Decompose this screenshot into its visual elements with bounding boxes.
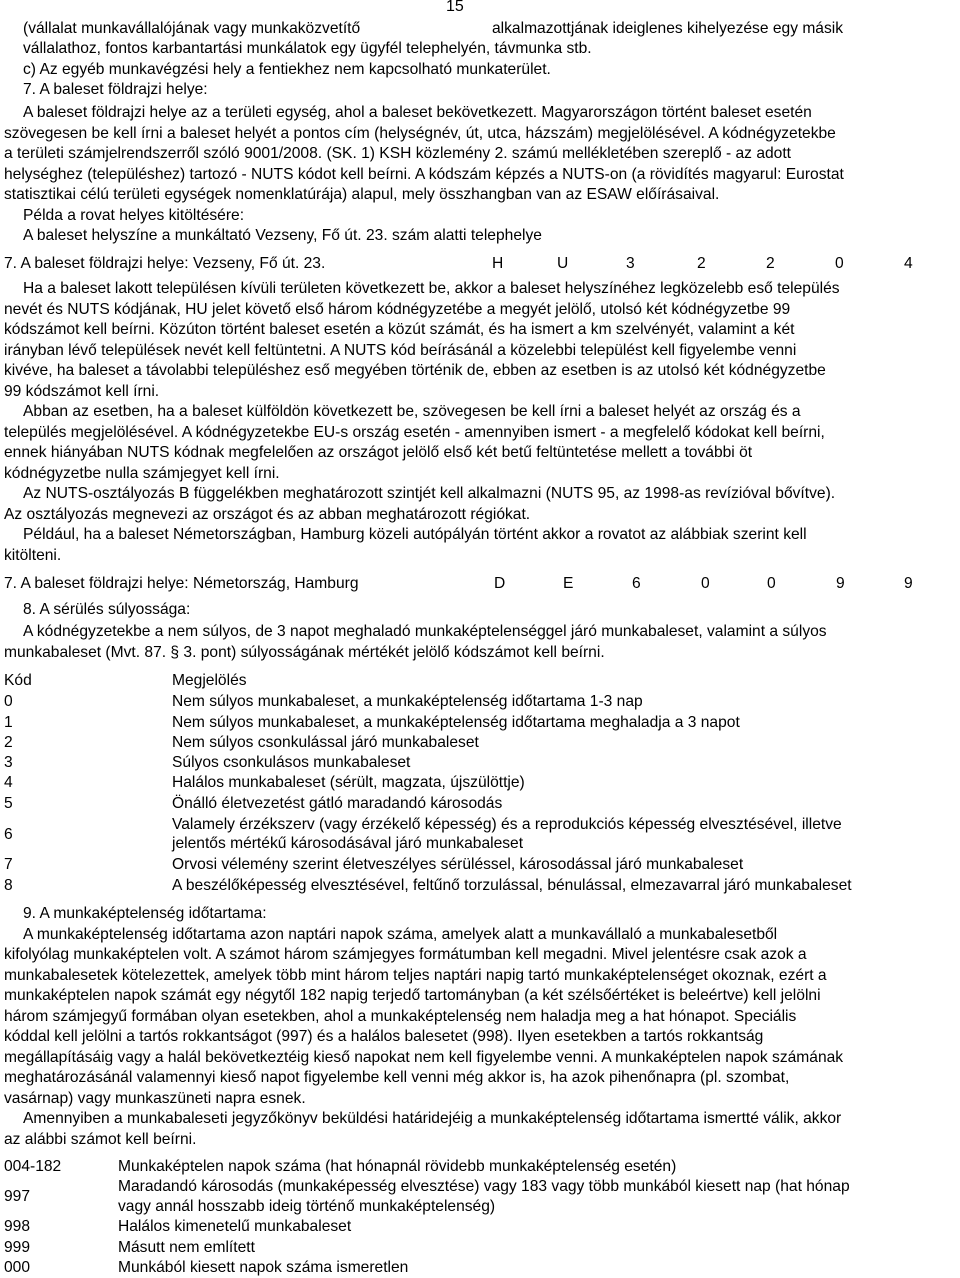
code-box: U [557, 255, 569, 272]
table-cell-code: 6 [4, 826, 13, 843]
text-line: (vállalat munkavállalójának vagy munkaközvetítő [23, 20, 361, 37]
table-cell-code: 997 [4, 1188, 31, 1205]
table-cell-description: Nem súlyos munkabaleset, a munkaképtelenség időtartama 1-3 nap [172, 693, 643, 710]
text-line: munkabaleset (Mvt. 87. § 3. pont) súlyosságának mértékét jelölő kódszámot kell beírni. [4, 644, 605, 661]
text-line: Ha a baleset lakott településen kívüli területen következett be, akkor a baleset helyszínéhez legközelebb eső település [23, 280, 840, 297]
section-7-heading: 7. A baleset földrajzi helye: [23, 81, 208, 98]
text-line: A munkaképtelenség időtartama azon naptári napok száma, amelyek alatt a munkavállaló a munkabalesetből [23, 926, 778, 943]
text-line: kódszámot kell beírni. Közúton történt baleset esetén a közút számát, és ha ismert a km szelvényét, valamint a két [4, 321, 795, 338]
text-line: Az osztályozás megnevezi az országot és az abban meghatározott régiókat. [4, 506, 531, 523]
table-cell-description: Munkaképtelen napok száma (hat hónapnál rövidebb munkaképtelenség esetén) [118, 1158, 677, 1175]
example-label: 7. A baleset földrajzi helye: Németország, Hamburg [4, 575, 359, 592]
table-cell-description: Súlyos csonkulásos munkabaleset [172, 754, 411, 771]
text-line: munkaképtelen napok számát egy négytől 182 napig terjedő tartományban (a két szélsőértéket is beleértve) kell jelölni [4, 987, 821, 1004]
code-box: 0 [767, 575, 776, 592]
code-box: 2 [697, 255, 706, 272]
table-cell-description-continued: jelentős mértékű károsodásával járó munkabaleset [172, 835, 524, 852]
column-header-code: Kód [4, 672, 32, 689]
text-line: A baleset helyszíne a munkáltató Vezseny, Fő út. 23. szám alatti telephelye [23, 227, 542, 244]
code-box: 9 [904, 575, 913, 592]
text-line: a területi számjelrendszerről szóló 9001/2008. (SK. 1) KSH közlemény 2. számú mellékletében szereplő - az adott [4, 145, 791, 162]
text-line: település megjelölésével. A kódnégyzetekbe EU-s ország esetén - amennyiben ismert - a megfelelő kódokat kell beírni, [4, 424, 825, 441]
table-cell-description: Halálos munkabaleset (sérült, magzata, újszülöttje) [172, 774, 525, 791]
table-cell-description: Valamely érzékszerv (vagy érzékelő képesség) és a reprodukciós képesség elvesztésével, illetve [172, 816, 842, 833]
text-line: 99 kódszámot kell írni. [4, 383, 160, 400]
code-box: 3 [626, 255, 635, 272]
text-line: kódnégyzetbe nulla számjegyet kell írni. [4, 465, 280, 482]
section-8-heading: 8. A sérülés súlyossága: [23, 601, 191, 618]
text-line: kifolyólag munkaképtelen volt. A számot három számjegyes formátumban kell megadni. Mivel jelentésre csak azok a [4, 946, 807, 963]
table-cell-description: Orvosi vélemény szerint életveszélyes sérüléssel, károsodással járó munkabaleset [172, 856, 744, 873]
table-cell-description: Maradandó károsodás (munkaképesség elvesztése) vagy 183 vagy több munkából kiesett nap (hat hónap [118, 1178, 850, 1195]
table-cell-description: Önálló életvezetést gátló maradandó károsodás [172, 795, 503, 812]
table-cell-code: 8 [4, 877, 13, 894]
text-line: Az NUTS-osztályozás B függelékben meghatározott szintjét kell alkalmazni (NUTS 95, az 1998-as revízióval bővítve). [23, 485, 836, 502]
text-line: statisztikai célú területi egységek nomenklatúrája) alapul, mely összhangban van az ESAW előírásaival. [4, 186, 720, 203]
section-9-heading: 9. A munkaképtelenség időtartama: [23, 905, 267, 922]
column-header-description: Megjelölés [172, 672, 247, 689]
table-cell-description: Halálos kimenetelű munkabaleset [118, 1218, 352, 1235]
example-label: 7. A baleset földrajzi helye: Vezseny, Fő út. 23. [4, 255, 326, 272]
code-box: 0 [701, 575, 710, 592]
table-cell-code: 004-182 [4, 1158, 62, 1175]
code-box: E [563, 575, 574, 592]
table-cell-code: 4 [4, 774, 13, 791]
table-cell-code: 5 [4, 795, 13, 812]
table-cell-code: 1 [4, 714, 13, 731]
table-cell-code: 998 [4, 1218, 31, 1235]
text-line: Példa a rovat helyes kitöltésére: [23, 207, 245, 224]
code-box: 6 [632, 575, 641, 592]
code-box: 2 [766, 255, 775, 272]
text-line: munkabalesetek kötelezettek, amelyek több mint három teljes naptári napig tartó munkaképtelenséget okoznak, ezért a [4, 967, 827, 984]
text-line: vasárnap) vagy munkaszüneti napra esnek. [4, 1090, 306, 1107]
code-box: 9 [836, 575, 845, 592]
table-cell-code: 7 [4, 856, 13, 873]
text-line: szövegesen be kell írni a baleset helyét a pontos cím (helységnév, út, utca, házszám) megjelölésével. A kódnégyzetekbe [4, 125, 836, 142]
text-line: A kódnégyzetekbe a nem súlyos, de 3 napot meghaladó munkaképtelenséggel járó munkabaleset, valamint a súlyos [23, 623, 827, 640]
code-box: H [492, 255, 504, 272]
text-line: helységhez (településhez) tartozó - NUTS kódot kell beírni. A kódszám képzés a NUTS-on (a rövidítés magyarul: Eurostat [4, 166, 844, 183]
table-cell-code: 2 [4, 734, 13, 751]
text-line: kivéve, ha baleset a távolabbi településhez eső megyében történik de, ebben az esetben is az utolsó két kódnégyzetbe [4, 362, 826, 379]
text-line: kitölteni. [4, 547, 62, 564]
text-line: vállalathoz, fontos karbantartási munkálatok egy ügyfél telephelyén, távmunka stb. [23, 40, 592, 57]
text-line: ennek hiányában NUTS kódnak megfelelően az országot jelölő első két betű feltüntetése mellett a további öt [4, 444, 753, 461]
text-line: három számjegyű formában olyan esetekben, ahol a munkaképtelenség nem haladja meg a hat hónapot. Speciális [4, 1008, 797, 1025]
text-line: megállapításáig vagy a halál bekövetkeztéig kieső napokat nem kell figyelembe venni. A munkaképtelen napok számának [4, 1049, 844, 1066]
text-line: Abban az esetben, ha a baleset külföldön következett be, szövegesen be kell írni a baleset helyét az ország és a [23, 403, 801, 420]
text-line: meghatározásánál valamennyi kieső napot figyelembe kell venni még akkor is, ha azok pihenőnapra (pl. szombat, [4, 1069, 790, 1086]
table-cell-description: Munkából kiesett napok száma ismeretlen [118, 1259, 409, 1276]
code-box: D [494, 575, 506, 592]
table-cell-description: Másutt nem említett [118, 1239, 255, 1256]
code-box: 4 [904, 255, 913, 272]
text-line: Például, ha a baleset Németországban, Hamburg közeli autópályán történt akkor a rovatot az alábbiak szerint kell [23, 526, 807, 543]
page-number: 15 [446, 0, 464, 15]
table-cell-description: Nem súlyos munkabaleset, a munkaképtelenség időtartama meghaladja a 3 napot [172, 714, 740, 731]
text-line: Amennyiben a munkabaleseti jegyzőkönyv beküldési határidejéig a munkaképtelenség időtartama ismertté válik, akkor [23, 1110, 842, 1127]
text-line: alkalmazottjának ideiglenes kihelyezése egy másik [492, 20, 844, 37]
table-cell-description: Nem súlyos csonkulással járó munkabaleset [172, 734, 479, 751]
text-line: az alábbi számot kell beírni. [4, 1131, 197, 1148]
table-cell-description: A beszélőképesség elvesztésével, feltűnő torzulással, bénulással, elmezavarral járó munkabaleset [172, 877, 852, 894]
text-line: irányban lévő települések nevét kell feltüntetni. A NUTS kód beírásánál a közelebbi települést kell figyelembe venni [4, 342, 797, 359]
table-cell-description-continued: vagy annál hosszabb ideig történő munkaképtelenség) [118, 1198, 496, 1215]
table-cell-code: 000 [4, 1259, 31, 1276]
code-box: 0 [835, 255, 844, 272]
table-cell-code: 3 [4, 754, 13, 771]
text-line: A baleset földrajzi helye az a területi egység, ahol a baleset bekövetkezett. Magyarországon történt baleset esetén [23, 104, 812, 121]
table-cell-code: 0 [4, 693, 13, 710]
text-line: nevét és NUTS kódjának, HU jelet követő első három kódnégyzetébe a megyét jelölő, utolsó két kódnégyzetbe 99 [4, 301, 791, 318]
text-line: kóddal kell jelölni a tartós rokkantságot (997) és a halálos balesetet (998). Ilyen esetekben a tartós rokkantság [4, 1028, 764, 1045]
table-cell-code: 999 [4, 1239, 31, 1256]
text-line: c) Az egyéb munkavégzési hely a fentiekhez nem kapcsolható munkaterület. [23, 61, 551, 78]
